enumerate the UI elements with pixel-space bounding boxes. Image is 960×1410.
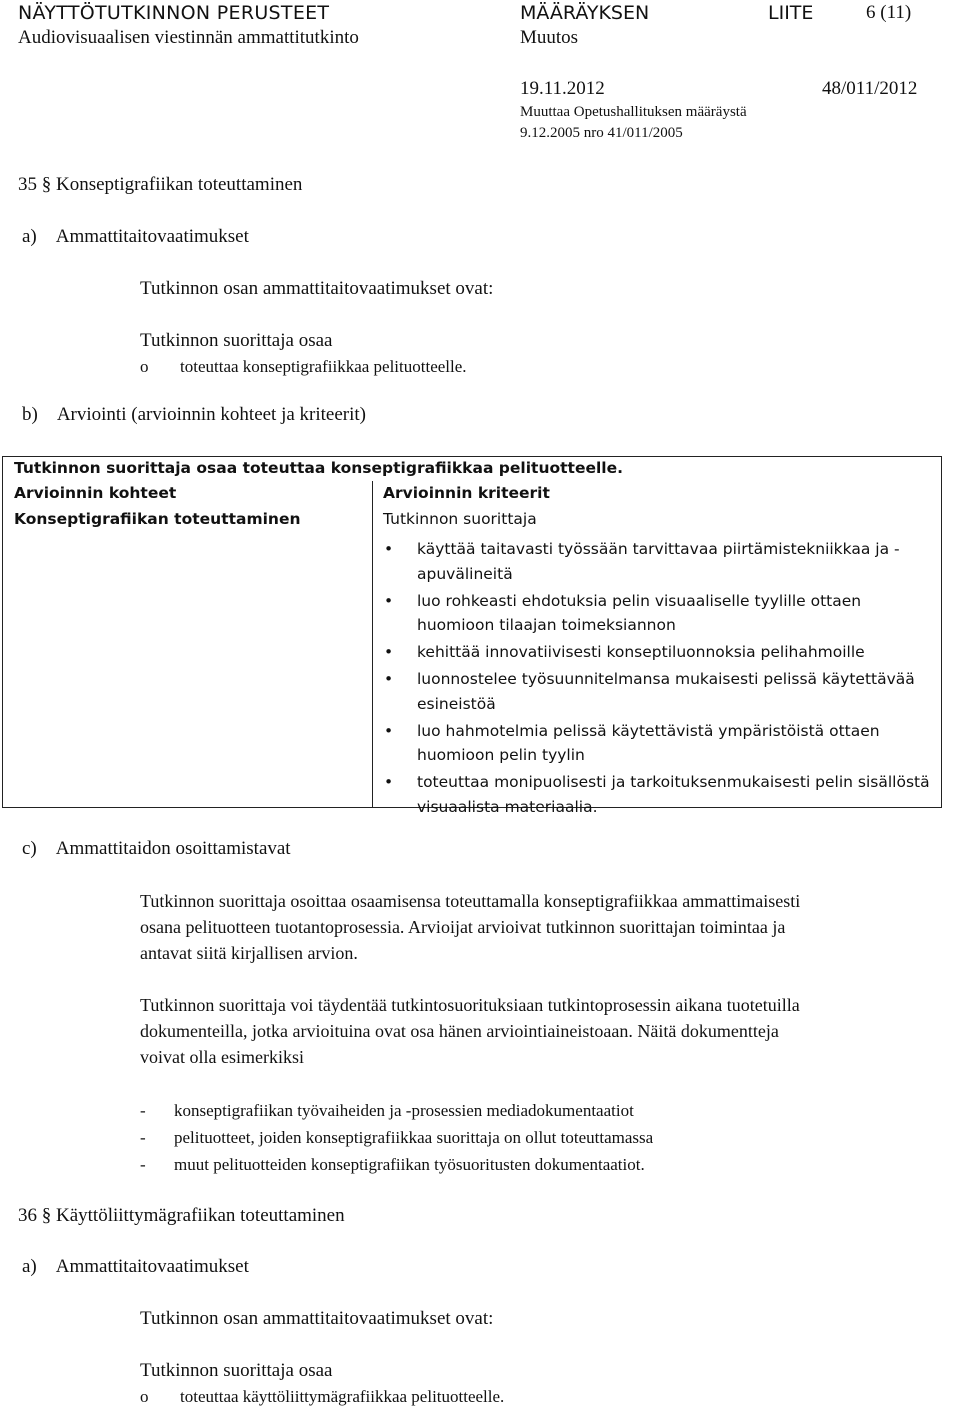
section-36-candidate-can: Tutkinnon suorittaja osaa: [140, 1360, 333, 1381]
example-item: - pelituotteet, joiden konseptigrafiikkaa suorittaja on ollut toteuttamassa: [140, 1128, 654, 1147]
example-text: muut pelituotteiden konseptigrafiikan työsuoritusten dokumentaatiot.: [174, 1155, 645, 1174]
header-decree-number: 48/011/2012: [822, 78, 918, 99]
table-criteria-intro: Tutkinnon suorittaja: [383, 510, 537, 528]
examples-list: [140, 1097, 653, 1178]
criteria-text: toteuttaa monipuolisesti ja tarkoituksenmukaisesti pelin sisällöstä visuaalista materiaalia.: [417, 773, 930, 816]
criteria-item: [377, 770, 937, 819]
section-35-b-heading: b) Arviointi (arvioinnin kohteet ja kriteerit): [22, 404, 367, 425]
section-35-a-heading: a) Ammattitaitovaatimukset: [22, 226, 249, 247]
header-change-label: Muutos: [520, 27, 579, 48]
section-36-title: 36 § Käyttöliittymägrafiikan toteuttaminen: [18, 1205, 345, 1226]
table-assessment-target: Konseptigrafiikan toteuttaminen: [14, 510, 301, 528]
criteria-item: [377, 589, 937, 638]
criteria-item: [377, 640, 937, 665]
criteria-item: [377, 537, 937, 586]
criteria-text: luo rohkeasti ehdotuksia pelin visuaaliselle tyylille ottaen huomioon tilaajan toimeksiannon: [417, 591, 862, 634]
assessment-table: [2, 456, 942, 816]
example-text: pelituotteet, joiden konseptigrafiikkaa suorittaja on ollut toteuttamassa: [174, 1128, 654, 1147]
section-35-requirements-intro: Tutkinnon osan ammattitaitovaatimukset ovat:: [140, 278, 494, 299]
table-header-criteria: Arvioinnin kriteerit: [383, 484, 550, 502]
criteria-item: [377, 667, 937, 716]
header-regulation: MÄÄRÄYKSEN: [520, 2, 650, 24]
assessment-table-title: Tutkinnon suorittaja osaa toteuttaa konseptigrafiikkaa pelituotteelle.: [14, 459, 623, 477]
header-appendix: LIITE: [768, 2, 814, 24]
bullet-icon: •: [384, 670, 394, 688]
header-title: NÄYTTÖTUTKINNON PERUSTEET: [18, 2, 330, 24]
header-date: 19.11.2012: [520, 78, 605, 99]
criteria-text: luo hahmotelmia pelissä käytettävistä ympäristöistä ottaen huomioon pelin tyylin: [417, 721, 880, 764]
section-36-requirements-intro: Tutkinnon osan ammattitaitovaatimukset ovat:: [140, 1308, 494, 1329]
section-36-requirement-bullet: o: [140, 1387, 149, 1406]
header-page-number: 6 (11): [866, 2, 912, 23]
table-header-targets: Arvioinnin kohteet: [14, 484, 177, 502]
bullet-icon: •: [384, 591, 394, 610]
section-36-a-heading: a) Ammattitaitovaatimukset: [22, 1256, 249, 1277]
criteria-text: kehittää innovatiivisesti konseptiluonnoksia pelihahmoille: [417, 643, 865, 661]
paragraph-line: antavat siitä kirjallisen arvion.: [140, 943, 358, 963]
table-column-divider: [372, 481, 373, 807]
section-35-requirement-bullet: o: [140, 357, 149, 376]
example-item: - muut pelituotteiden konseptigrafiikan työsuoritusten dokumentaatiot.: [140, 1155, 645, 1174]
criteria-list: [377, 537, 937, 822]
example-item: - konseptigrafiikan työvaiheiden ja -prosessien mediadokumentaatiot: [140, 1101, 634, 1120]
paragraph-line: dokumenteilla, jotka arvioituina ovat osa hänen arviointiaineistoaan. Näitä dokumentteja: [140, 1021, 779, 1041]
paragraph-line: Tutkinnon suorittaja osoittaa osaamisensa toteuttamalla konseptigrafiikkaa ammattimaisesti: [140, 891, 801, 911]
header-subtitle: Audiovisuaalisen viestinnän ammattitutkinto: [18, 27, 359, 48]
section-35-requirement: toteuttaa konseptigrafiikkaa pelituotteelle.: [180, 357, 467, 376]
header-amends-line1: Muuttaa Opetushallituksen määräystä: [520, 104, 747, 120]
example-text: konseptigrafiikan työvaiheiden ja -prosessien mediadokumentaatiot: [174, 1101, 634, 1120]
header-amends-line2: 9.12.2005 nro 41/011/2005: [520, 125, 683, 141]
paragraph-line: osana pelituotteen tuotantoprosessia. Arvioijat arvioivat tutkinnon suorittajan toimintaa ja: [140, 917, 786, 937]
bullet-icon: •: [384, 721, 394, 740]
criteria-item: [377, 719, 937, 768]
bullet-icon: •: [384, 540, 394, 558]
bullet-icon: •: [384, 643, 394, 661]
section-35-title: 35 § Konseptigrafiikan toteuttaminen: [18, 174, 303, 195]
bullet-icon: •: [384, 773, 394, 791]
paragraph-line: voivat olla esimerkiksi: [140, 1047, 304, 1067]
criteria-text: käyttää taitavasti työssään tarvittavaa piirtämistekniikkaa ja -apuvälineitä: [417, 540, 900, 583]
section-36-requirement: toteuttaa käyttöliittymägrafiikkaa pelituotteelle.: [180, 1387, 505, 1406]
paragraph-line: Tutkinnon suorittaja voi täydentää tutkintosuorituksiaan tutkintoprosessin aikana tuotetuilla: [140, 995, 800, 1015]
criteria-text: luonnostelee työsuunnitelmansa mukaisesti pelissä käytettävää esineistöä: [417, 670, 915, 713]
section-35-candidate-can: Tutkinnon suorittaja osaa: [140, 330, 333, 351]
section-35-c-heading: c) Ammattitaidon osoittamistavat: [22, 838, 291, 859]
